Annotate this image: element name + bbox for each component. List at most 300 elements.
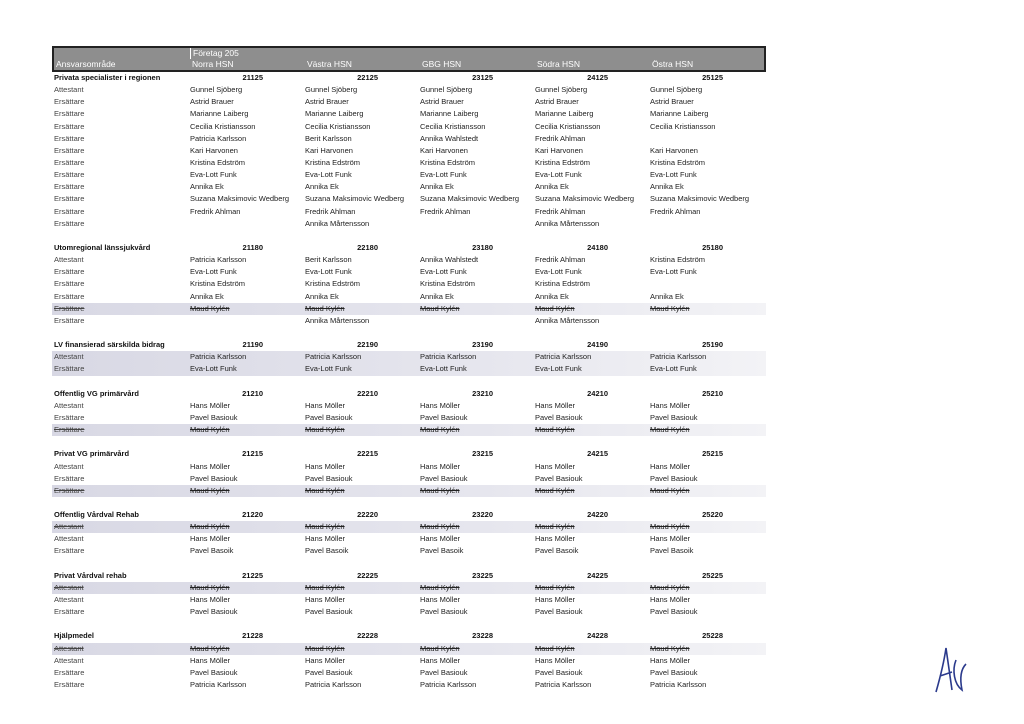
person-cell: Annika Wahlstedt: [420, 255, 479, 265]
person-cell: Annika Ek: [305, 182, 339, 192]
person-cell: Hans Möller: [535, 655, 576, 665]
person-cell: Annika Ek: [535, 291, 569, 301]
table-row: [52, 133, 766, 145]
person-cell: Eva-Lott Funk: [535, 170, 582, 180]
person-cell: Gunnel Sjöberg: [420, 85, 473, 95]
header-col-ostra: Östra HSN: [652, 59, 694, 69]
table-row: [52, 424, 766, 436]
person-cell: Hans Möller: [650, 534, 691, 544]
person-cell: Maud Kylén: [420, 643, 460, 653]
person-cell: Hans Möller: [650, 461, 691, 471]
person-cell: Patricia Karlsson: [190, 352, 247, 362]
person-cell: Hans Möller: [535, 534, 576, 544]
person-cell: Gunnel Sjöberg: [305, 85, 358, 95]
person-cell: Marianne Laiberg: [650, 109, 709, 119]
group-code: 24210: [587, 388, 608, 398]
header-col-gbg: GBG HSN: [422, 59, 462, 69]
person-cell: Pavel Basiouk: [420, 667, 468, 677]
person-cell: Pavel Basiouk: [420, 473, 468, 483]
person-cell: Suzana Maksimovic Wedberg: [650, 194, 750, 204]
person-cell: Fredrik Ahlman: [420, 206, 471, 216]
person-cell: Fredrik Ahlman: [190, 206, 241, 216]
person-cell: Gunnel Sjöberg: [650, 85, 703, 95]
role-label: Attestant: [54, 255, 84, 265]
table-row: [52, 84, 766, 96]
group-code: 24220: [587, 510, 608, 520]
person-cell: Maud Kylén: [535, 425, 575, 435]
person-cell: Gunnel Sjöberg: [190, 85, 243, 95]
person-cell: Fredrik Ahlman: [535, 255, 586, 265]
role-label: Ersättare: [54, 109, 85, 119]
table-row: [52, 254, 766, 266]
person-cell: Pavel Basiouk: [190, 667, 238, 677]
person-cell: Pavel Basoik: [650, 546, 694, 556]
role-label: Ersättare: [54, 485, 85, 495]
person-cell: Marianne Laiberg: [190, 109, 249, 119]
group-code: 22180: [357, 242, 378, 252]
person-cell: Hans Möller: [420, 400, 461, 410]
person-cell: Patricia Karlsson: [650, 680, 707, 690]
person-cell: Eva-Lott Funk: [190, 364, 237, 374]
group-name: Privat VG primärvård: [54, 449, 130, 459]
role-label: Attestant: [54, 400, 84, 410]
group-code: 21225: [242, 570, 263, 580]
person-cell: Eva-Lott Funk: [190, 170, 237, 180]
group-code: 24225: [587, 570, 608, 580]
person-cell: Patricia Karlsson: [420, 680, 477, 690]
person-cell: Pavel Basiouk: [650, 412, 698, 422]
group-spacer: [52, 618, 766, 630]
role-label: Ersättare: [54, 680, 85, 690]
table-row: [52, 485, 766, 497]
person-cell: Patricia Karlsson: [535, 680, 592, 690]
person-cell: Hans Möller: [305, 655, 346, 665]
person-cell: Annika Ek: [190, 291, 224, 301]
table-row: [52, 206, 766, 218]
person-cell: Kristina Edström: [535, 279, 591, 289]
group-code: 22225: [357, 570, 378, 580]
table-row: [52, 667, 766, 679]
group-code: 25215: [702, 449, 723, 459]
role-label: Ersättare: [54, 291, 85, 301]
person-cell: Maud Kylén: [305, 522, 345, 532]
group-code: 23225: [472, 570, 493, 580]
group-code: 23180: [472, 242, 493, 252]
person-cell: Eva-Lott Funk: [420, 364, 467, 374]
person-cell: Eva-Lott Funk: [305, 170, 352, 180]
person-cell: Eva-Lott Funk: [420, 267, 467, 277]
group-code: 24215: [587, 449, 608, 459]
role-label: Attestant: [54, 352, 84, 362]
group-row: [52, 448, 766, 460]
person-cell: Hans Möller: [420, 461, 461, 471]
group-name: Privata specialister i regionen: [54, 73, 161, 82]
person-cell: Kristina Edström: [650, 255, 706, 265]
person-cell: Cecilia Kristiansson: [650, 121, 716, 131]
person-cell: Fredrik Ahlman: [535, 133, 586, 143]
role-label: Attestant: [54, 655, 84, 665]
group-spacer: [52, 497, 766, 509]
person-cell: Pavel Basiouk: [650, 473, 698, 483]
person-cell: Berit Karlsson: [305, 255, 352, 265]
person-cell: Kristina Edström: [305, 279, 361, 289]
person-cell: Maud Kylén: [190, 303, 230, 313]
person-cell: Eva-Lott Funk: [650, 267, 697, 277]
person-cell: Maud Kylén: [650, 303, 690, 313]
person-cell: Maud Kylén: [190, 485, 230, 495]
person-cell: Maud Kylén: [420, 582, 460, 592]
group-name: Offentlig Vårdval Rehab: [54, 510, 140, 520]
person-cell: Pavel Basiouk: [535, 607, 583, 617]
table-row: [52, 303, 766, 315]
person-cell: Eva-Lott Funk: [420, 170, 467, 180]
group-code: 24228: [587, 631, 608, 641]
person-cell: Pavel Basiouk: [650, 667, 698, 677]
person-cell: Pavel Basiouk: [305, 607, 353, 617]
group-row: [52, 72, 766, 84]
person-cell: Kari Harvonen: [305, 145, 353, 155]
role-label: Ersättare: [54, 170, 85, 180]
table-row: [52, 291, 766, 303]
person-cell: Hans Möller: [305, 595, 346, 605]
person-cell: Eva-Lott Funk: [190, 267, 237, 277]
role-label: Attestant: [54, 643, 84, 653]
person-cell: Maud Kylén: [420, 303, 460, 313]
person-cell: Cecilia Kristiansson: [535, 121, 601, 131]
person-cell: Patricia Karlsson: [305, 352, 362, 362]
person-cell: Kristina Edström: [190, 157, 246, 167]
person-cell: Kristina Edström: [190, 279, 246, 289]
person-cell: Patricia Karlsson: [535, 352, 592, 362]
person-cell: Maud Kylén: [535, 643, 575, 653]
person-cell: Annika Mårtensson: [305, 315, 370, 325]
group-row: [52, 242, 766, 254]
group-name: Hjälpmedel: [54, 631, 95, 641]
person-cell: Eva-Lott Funk: [535, 267, 582, 277]
group-code: 25190: [702, 340, 723, 350]
person-cell: Hans Möller: [305, 461, 346, 471]
person-cell: Maud Kylén: [190, 425, 230, 435]
group-row: [52, 509, 766, 521]
group-code: 25125: [702, 73, 723, 82]
person-cell: Annika Ek: [535, 182, 569, 192]
person-cell: Annika Ek: [650, 182, 684, 192]
role-label: Attestant: [54, 461, 84, 471]
person-cell: Suzana Maksimovic Wedberg: [535, 194, 635, 204]
group-code: 24125: [587, 73, 608, 82]
group-code: 23125: [472, 73, 493, 82]
person-cell: Maud Kylén: [305, 425, 345, 435]
table-row: [52, 400, 766, 412]
person-cell: Hans Möller: [190, 655, 231, 665]
role-label: Ersättare: [54, 121, 85, 131]
person-cell: Cecilia Kristiansson: [190, 121, 256, 131]
role-label: Ersättare: [54, 157, 85, 167]
group-code: 22220: [357, 510, 378, 520]
person-cell: Pavel Basiouk: [190, 412, 238, 422]
group-code: 22215: [357, 449, 378, 459]
person-cell: Pavel Basiouk: [305, 473, 353, 483]
person-cell: Astrid Brauer: [420, 97, 464, 107]
person-cell: Patricia Karlsson: [190, 680, 247, 690]
person-cell: Hans Möller: [535, 400, 576, 410]
person-cell: Kristina Edström: [650, 157, 706, 167]
person-cell: Cecilia Kristiansson: [420, 121, 486, 131]
table-row: [52, 521, 766, 533]
group-spacer: [52, 376, 766, 388]
person-cell: Maud Kylén: [420, 425, 460, 435]
person-cell: Maud Kylén: [535, 485, 575, 495]
person-cell: Hans Möller: [535, 595, 576, 605]
person-cell: Annika Ek: [420, 291, 454, 301]
table-row: [52, 679, 766, 691]
table-row: [52, 545, 766, 557]
group-code: 23190: [472, 340, 493, 350]
role-label: Ersättare: [54, 315, 85, 325]
person-cell: Kristina Edström: [535, 157, 591, 167]
role-label: Attestant: [54, 85, 84, 95]
group-code: 23220: [472, 510, 493, 520]
person-cell: Patricia Karlsson: [305, 680, 362, 690]
table-row: [52, 157, 766, 169]
group-code: 25180: [702, 242, 723, 252]
person-cell: Patricia Karlsson: [190, 255, 247, 265]
group-code: 21190: [242, 340, 263, 350]
person-cell: Pavel Basiouk: [190, 473, 238, 483]
role-label: Attestant: [54, 522, 84, 532]
person-cell: Annika Ek: [190, 182, 224, 192]
table-row: [52, 121, 766, 133]
person-cell: Pavel Basoik: [190, 546, 234, 556]
group-name: Privat Vårdval rehab: [54, 570, 127, 580]
person-cell: Eva-Lott Funk: [650, 364, 697, 374]
group-code: 22190: [357, 340, 378, 350]
person-cell: Hans Möller: [650, 595, 691, 605]
person-cell: Hans Möller: [305, 534, 346, 544]
person-cell: Kristina Edström: [420, 157, 476, 167]
person-cell: Hans Möller: [190, 461, 231, 471]
person-cell: Pavel Basoik: [420, 546, 464, 556]
role-label: Ersättare: [54, 473, 85, 483]
role-label: Ersättare: [54, 182, 85, 192]
person-cell: Eva-Lott Funk: [650, 170, 697, 180]
role-label: Ersättare: [54, 133, 85, 143]
person-cell: Pavel Basiouk: [535, 667, 583, 677]
role-label: Ersättare: [54, 194, 85, 204]
role-label: Ersättare: [54, 546, 85, 556]
person-cell: Maud Kylén: [190, 643, 230, 653]
person-cell: Maud Kylén: [650, 485, 690, 495]
table-body: [52, 72, 766, 691]
person-cell: Maud Kylén: [305, 303, 345, 313]
header-company: Företag 205: [190, 48, 293, 59]
person-cell: Kristina Edström: [420, 279, 476, 289]
role-label: Ersättare: [54, 218, 85, 228]
person-cell: Annika Ek: [305, 291, 339, 301]
person-cell: Eva-Lott Funk: [305, 267, 352, 277]
person-cell: Maud Kylén: [190, 582, 230, 592]
person-cell: Pavel Basiouk: [305, 667, 353, 677]
role-label: Ersättare: [54, 425, 85, 435]
signature-mark: [930, 640, 970, 700]
person-cell: Gunnel Sjöberg: [535, 85, 588, 95]
group-spacer: [52, 558, 766, 570]
group-name: Offentlig VG primärvård: [54, 388, 140, 398]
role-label: Ersättare: [54, 206, 85, 216]
person-cell: Kari Harvonen: [650, 145, 698, 155]
table-row: [52, 363, 766, 375]
role-label: Ersättare: [54, 279, 85, 289]
person-cell: Maud Kylén: [305, 485, 345, 495]
person-cell: Suzana Maksimovic Wedberg: [190, 194, 290, 204]
person-cell: Hans Möller: [420, 534, 461, 544]
person-cell: Maud Kylén: [650, 582, 690, 592]
person-cell: Maud Kylén: [650, 643, 690, 653]
person-cell: Eva-Lott Funk: [535, 364, 582, 374]
person-cell: Hans Möller: [190, 400, 231, 410]
person-cell: Fredrik Ahlman: [535, 206, 586, 216]
header-col-vastra: Västra HSN: [307, 59, 352, 69]
group-code: 21220: [242, 510, 263, 520]
person-cell: Hans Möller: [190, 595, 231, 605]
group-name: Utomregional länssjukvård: [54, 242, 151, 252]
person-cell: Astrid Brauer: [190, 97, 234, 107]
person-cell: Annika Ek: [420, 182, 454, 192]
role-label: Ersättare: [54, 145, 85, 155]
person-cell: Astrid Brauer: [305, 97, 349, 107]
table-row: [52, 655, 766, 667]
table-row: [52, 533, 766, 545]
person-cell: Annika Mårtensson: [305, 218, 370, 228]
person-cell: Suzana Maksimovic Wedberg: [305, 194, 405, 204]
group-code: 21180: [242, 242, 263, 252]
person-cell: Patricia Karlsson: [190, 133, 247, 143]
group-spacer: [52, 230, 766, 242]
table-row: [52, 315, 766, 327]
person-cell: Maud Kylén: [305, 643, 345, 653]
person-cell: Annika Wahlstedt: [420, 133, 479, 143]
assignment-sheet: [52, 46, 766, 691]
person-cell: Marianne Laiberg: [535, 109, 594, 119]
table-row: [52, 169, 766, 181]
group-spacer: [52, 327, 766, 339]
person-cell: Hans Möller: [420, 655, 461, 665]
person-cell: Pavel Basoik: [305, 546, 349, 556]
person-cell: Pavel Basiouk: [535, 473, 583, 483]
person-cell: Hans Möller: [535, 461, 576, 471]
table-row: [52, 412, 766, 424]
person-cell: Hans Möller: [650, 400, 691, 410]
group-code: 23210: [472, 388, 493, 398]
person-cell: Pavel Basiouk: [190, 607, 238, 617]
person-cell: Astrid Brauer: [650, 97, 694, 107]
person-cell: Maud Kylén: [190, 522, 230, 532]
table-row: [52, 582, 766, 594]
role-label: Ersättare: [54, 303, 85, 313]
person-cell: Pavel Basoik: [535, 546, 579, 556]
person-cell: Fredrik Ahlman: [650, 206, 701, 216]
table-row: [52, 461, 766, 473]
person-cell: Eva-Lott Funk: [305, 364, 352, 374]
table-row: [52, 108, 766, 120]
table-row: [52, 278, 766, 290]
person-cell: Marianne Laiberg: [420, 109, 479, 119]
role-label: Attestant: [54, 595, 84, 605]
role-label: Ersättare: [54, 412, 85, 422]
group-code: 23228: [472, 631, 493, 641]
group-code: 25228: [702, 631, 723, 641]
group-code: 25210: [702, 388, 723, 398]
person-cell: Maud Kylén: [650, 522, 690, 532]
group-code: 22228: [357, 631, 378, 641]
signature-text: AE: [930, 640, 932, 641]
person-cell: Pavel Basiouk: [305, 412, 353, 422]
person-cell: Hans Möller: [190, 534, 231, 544]
group-code: 23215: [472, 449, 493, 459]
table-header: [52, 46, 766, 72]
person-cell: Kari Harvonen: [190, 145, 238, 155]
person-cell: Hans Möller: [420, 595, 461, 605]
person-cell: Maud Kylén: [420, 522, 460, 532]
group-code: 24180: [587, 242, 608, 252]
person-cell: Maud Kylén: [650, 425, 690, 435]
role-label: Ersättare: [54, 667, 85, 677]
table-row: [52, 218, 766, 230]
table-row: [52, 181, 766, 193]
group-code: 25220: [702, 510, 723, 520]
group-row: [52, 339, 766, 351]
table-row: [52, 266, 766, 278]
person-cell: Suzana Maksimovic Wedberg: [420, 194, 520, 204]
person-cell: Patricia Karlsson: [650, 352, 707, 362]
person-cell: Fredrik Ahlman: [305, 206, 356, 216]
table-row: [52, 145, 766, 157]
group-row: [52, 388, 766, 400]
person-cell: Maud Kylén: [305, 582, 345, 592]
role-label: Ersättare: [54, 97, 85, 107]
person-cell: Hans Möller: [650, 655, 691, 665]
group-row: [52, 630, 766, 642]
role-label: Attestant: [54, 534, 84, 544]
group-row: [52, 570, 766, 582]
header-ansvarsomrade: Ansvarsområde: [56, 59, 116, 69]
person-cell: Pavel Basiouk: [420, 412, 468, 422]
group-code: 21210: [242, 388, 263, 398]
group-code: 22125: [357, 73, 378, 82]
group-code: 25225: [702, 570, 723, 580]
person-cell: Maud Kylén: [535, 582, 575, 592]
person-cell: Annika Ek: [650, 291, 684, 301]
person-cell: Astrid Brauer: [535, 97, 579, 107]
table-row: [52, 594, 766, 606]
person-cell: Kari Harvonen: [420, 145, 468, 155]
group-code: 24190: [587, 340, 608, 350]
table-row: [52, 351, 766, 363]
person-cell: Pavel Basiouk: [420, 607, 468, 617]
person-cell: Maud Kylén: [535, 303, 575, 313]
person-cell: Pavel Basiouk: [535, 412, 583, 422]
group-code: 21125: [242, 73, 263, 82]
table-row: [52, 606, 766, 618]
table-row: [52, 643, 766, 655]
person-cell: Kristina Edström: [305, 157, 361, 167]
person-cell: Hans Möller: [305, 400, 346, 410]
person-cell: Annika Mårtensson: [535, 218, 600, 228]
table-row: [52, 193, 766, 205]
person-cell: Patricia Karlsson: [420, 352, 477, 362]
person-cell: Marianne Laiberg: [305, 109, 364, 119]
header-col-sodra: Södra HSN: [537, 59, 580, 69]
